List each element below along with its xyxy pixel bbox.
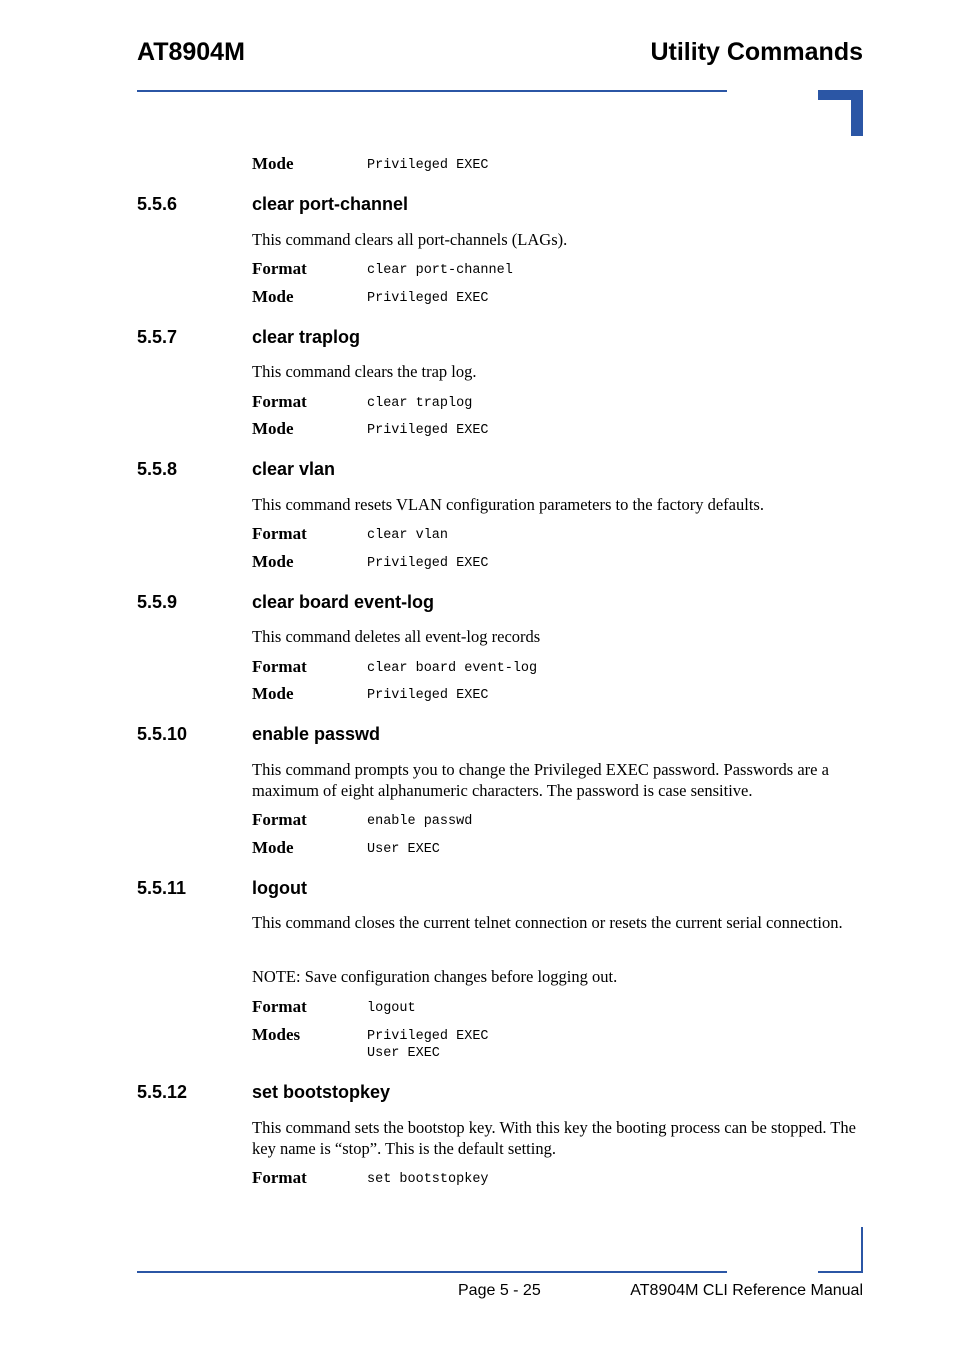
mode-value: Privileged EXEC	[367, 556, 489, 571]
section-description: This command resets VLAN configuration parameters to the factory defaults.	[252, 495, 764, 514]
section-title: logout	[252, 878, 307, 898]
section-title: set bootstopkey	[252, 1082, 391, 1102]
mode-value: Privileged EXEC	[367, 423, 489, 438]
footer-corner-mark	[861, 1227, 863, 1273]
format-label: Format	[252, 997, 307, 1016]
section-title: enable passwd	[252, 724, 381, 744]
format-value: clear traplog	[367, 396, 473, 411]
mode-value: User EXEC	[367, 842, 440, 857]
format-label: Format	[252, 524, 307, 543]
mode-label: Mode	[252, 287, 294, 306]
header-corner-mark-vertical	[851, 90, 863, 136]
section-number: 5.5.9	[137, 592, 178, 612]
mode-label: Mode	[252, 154, 294, 173]
footer-rule	[137, 1271, 727, 1273]
section-title: clear traplog	[252, 327, 361, 347]
mode-label: Mode	[252, 419, 294, 438]
format-label: Format	[252, 1168, 307, 1187]
format-value: set bootstopkey	[367, 1172, 489, 1187]
mode-value: Privileged EXEC	[367, 1029, 489, 1044]
section-description: This command clears all port-channels (LAGs).	[252, 230, 568, 249]
section-number: 5.5.7	[137, 327, 178, 347]
mode-value: Privileged EXEC	[367, 158, 489, 173]
header-product: AT8904M	[137, 38, 245, 66]
section-number: 5.5.11	[137, 878, 187, 898]
mode-value: User EXEC	[367, 1046, 440, 1061]
section-title: clear vlan	[252, 459, 336, 479]
header-rule	[137, 90, 727, 92]
section-description: This command sets the bootstop key. With this key the booting process can be stopped. The key name is “stop”. This is the default setting.	[252, 1118, 856, 1158]
section-description: This command deletes all event-log records	[252, 627, 541, 646]
mode-label: Mode	[252, 552, 294, 571]
format-value: clear port-channel	[367, 263, 513, 278]
format-label: Format	[252, 810, 307, 829]
mode-value: Privileged EXEC	[367, 291, 489, 306]
format-label: Format	[252, 657, 307, 676]
mode-value: Privileged EXEC	[367, 688, 489, 703]
format-label: Format	[252, 259, 307, 278]
format-value: clear board event-log	[367, 661, 538, 676]
mode-label: Mode	[252, 838, 294, 857]
format-label: Format	[252, 392, 307, 411]
format-value: clear vlan	[367, 528, 449, 543]
header-chapter: Utility Commands	[650, 38, 863, 66]
modes-label: Modes	[252, 1025, 301, 1044]
section-number: 5.5.10	[137, 724, 188, 744]
page-number: Page 5 - 25	[458, 1282, 541, 1299]
section-note: NOTE: Save configuration changes before logging out.	[252, 967, 618, 986]
section-description: This command closes the current telnet connection or resets the current serial connection.	[252, 913, 843, 932]
format-value: enable passwd	[367, 814, 473, 829]
section-title: clear board event-log	[252, 592, 435, 612]
section-number: 5.5.8	[137, 459, 178, 479]
section-description: This command clears the trap log.	[252, 362, 477, 381]
section-number: 5.5.12	[137, 1082, 188, 1102]
section-description: This command prompts you to change the Privileged EXEC password. Passwords are a maximum of eight alphanumeric characters. The password is case sensitive.	[252, 760, 829, 800]
mode-label: Mode	[252, 684, 294, 703]
manual-title: AT8904M CLI Reference Manual	[630, 1282, 863, 1299]
section-number: 5.5.6	[137, 194, 178, 214]
section-title: clear port-channel	[252, 194, 409, 214]
format-value: logout	[367, 1001, 416, 1016]
footer-corner-mark-horizontal	[818, 1271, 863, 1273]
